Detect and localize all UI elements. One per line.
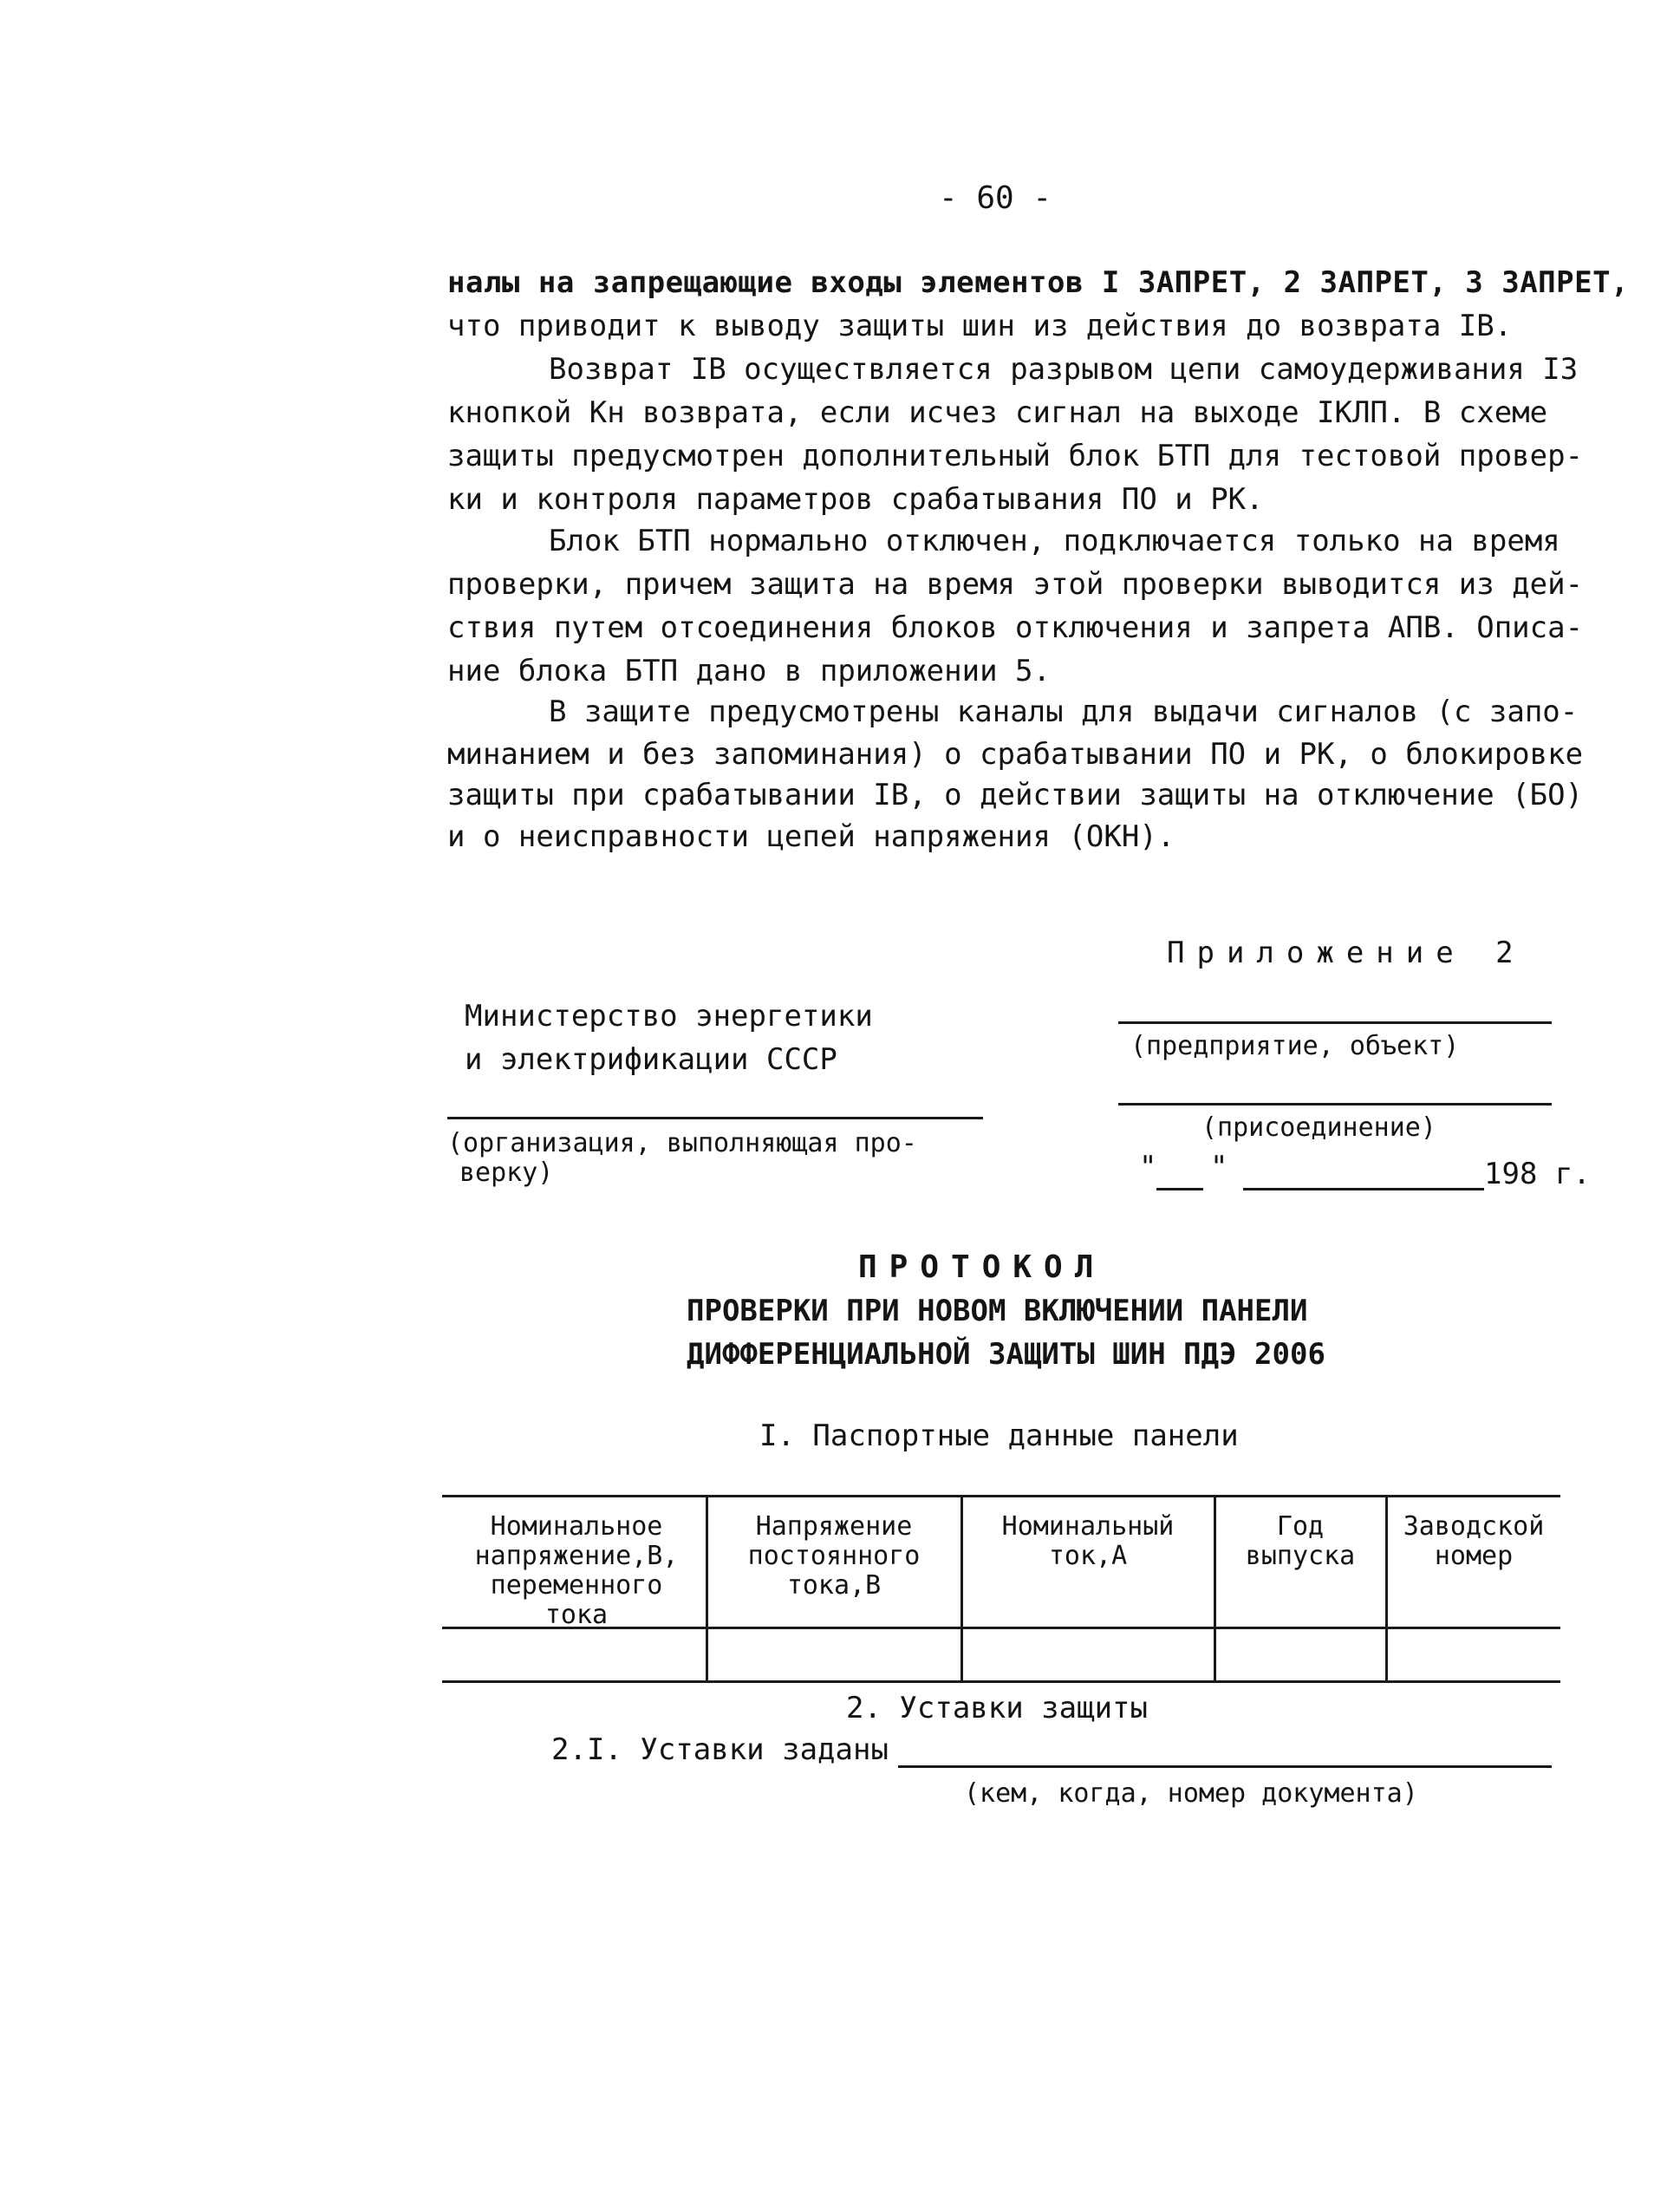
paragraph-line: защиты предусмотрен дополнительный блок БТП для тестовой провер- (447, 439, 1584, 473)
protocol-title: ПРОТОКОЛ (858, 1249, 1106, 1285)
organization-caption-1: (организация, выполняющая про- (447, 1128, 917, 1158)
paragraph-line: Возврат IB осуществляется разрывом цепи самоудерживания I3 (549, 352, 1579, 387)
section-2-title: 2. Уставки защиты (846, 1691, 1148, 1725)
date-year: 198 г. (1484, 1157, 1591, 1191)
enterprise-caption: (предприятие, объект) (1130, 1031, 1460, 1061)
paragraph-line: ние блока БТП дано в приложении 5. (447, 654, 1051, 688)
paragraph-line: и о неисправности цепей напряжения (ОКН). (447, 819, 1175, 854)
table-header-cell: Номинальное напряжение,В, переменного тока (474, 1511, 679, 1630)
paragraph-line: проверки, причем защита на время этой проверки выводится из дей- (447, 567, 1584, 602)
setting-caption: (кем, когда, номер документа) (964, 1778, 1418, 1809)
setting-blank-line (898, 1765, 1552, 1768)
page-number: - 60 - (939, 180, 1052, 216)
date-day-blank (1156, 1188, 1203, 1190)
table-col-divider (1385, 1497, 1388, 1680)
table-bottom-border (442, 1680, 1560, 1683)
paragraph-line: Блок БТП нормально отключен, подключается только на время (549, 524, 1560, 558)
connection-caption: (присоединение) (1201, 1112, 1436, 1143)
table-header-cell: Напряжение постоянного тока,В (747, 1511, 921, 1601)
table-header-cell: Год выпуска (1245, 1511, 1356, 1571)
protocol-subtitle-1: ПРОВЕРКИ ПРИ НОВОМ ВКЛЮЧЕНИИ ПАНЕЛИ (687, 1294, 1308, 1328)
table-col-divider (1214, 1497, 1216, 1680)
paragraph-line: что приводит к выводу защиты шин из действия до возврата IB. (447, 309, 1513, 343)
table-col-divider (960, 1497, 963, 1680)
paragraph-line: защиты при срабатывании IB, о действии защиты на отключение (БО) (447, 778, 1584, 812)
connection-blank-line (1118, 1103, 1552, 1106)
table-col-divider (706, 1497, 708, 1680)
appendix-label: Приложение 2 (1167, 936, 1526, 970)
organization-blank-line (447, 1117, 983, 1119)
paragraph-line: налы на запрещающие входы элементов I ЗАПРЕТ, 2 ЗАПРЕТ, 3 ЗАПРЕТ, (447, 265, 1630, 300)
date-month-blank (1243, 1188, 1484, 1190)
setting-label: 2.I. Уставки заданы (551, 1732, 889, 1767)
ministry-line-2: и электрификации СССР (465, 1042, 837, 1077)
paragraph-line: ствия путем отсоединения блоков отключения и запрета АПВ. Описа- (447, 610, 1584, 645)
paragraph-line: кнопкой Кн возврата, если исчез сигнал на выходе IКЛП. В схеме (447, 395, 1548, 430)
paragraph-line: В защите предусмотрены каналы для выдачи сигналов (с запо- (549, 695, 1579, 729)
ministry-line-1: Министерство энергетики (465, 999, 873, 1034)
paragraph-line: минанием и без запоминания) о срабатывании ПО и РК, о блокировке (447, 737, 1584, 772)
date-quote-open: " (1139, 1150, 1157, 1184)
table-top-border (442, 1495, 1560, 1497)
date-quote-close: " (1210, 1150, 1228, 1184)
table-header-cell: Заводской номер (1403, 1511, 1545, 1571)
enterprise-blank-line (1118, 1021, 1552, 1024)
protocol-subtitle-2: ДИФФЕРЕНЦИАЛЬНОЙ ЗАЩИТЫ ШИН ПДЭ 2006 (687, 1337, 1325, 1372)
organization-caption-2: верку) (459, 1158, 554, 1188)
paragraph-line: ки и контроля параметров срабатывания ПО и РК. (447, 482, 1264, 517)
table-header-cell: Номинальный ток,А (1001, 1511, 1175, 1571)
section-1-title: I. Паспортные данные панели (759, 1419, 1239, 1453)
